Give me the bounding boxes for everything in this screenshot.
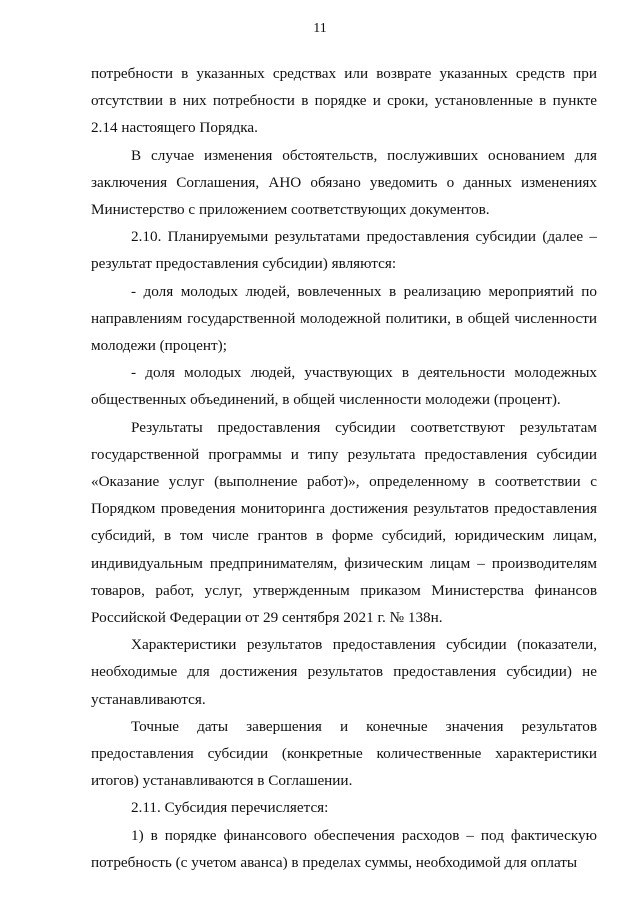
paragraph: Точные даты завершения и конечные значения результатов предоставления субсидии (конкретные количественные характеристики итогов) устанавливаются в Соглашении.: [91, 717, 597, 790]
document-body: [91, 60, 597, 876]
paragraph: потребности в указанных средствах или возврате указанных средств при отсутствии в них потребности в порядке и сроки, установленные в пункте 2.14 настоящего Порядка.: [91, 65, 597, 137]
paragraph: Характеристики результатов предоставления субсидии (показатели, необходимые для достижения результатов предоставления субсидии) не устанавливаются.: [91, 636, 597, 708]
paragraph: 1) в порядке финансового обеспечения расходов – под фактическую потребность (с учетом аванса) в пределах суммы, необходимой для оплаты: [91, 826, 597, 871]
paragraph: Результаты предоставления субсидии соответствуют результатам государственной программы и типу результата предоставления субсидии «Оказание услуг (выполнение работ)», определенному в соответствии с Порядком проведения мониторинга достижения результатов предоставления субсидий, в том числе грантов в форме субсидий, юридическим лицам, индивидуальным предпринимателям, физическим лицам – производителям товаров, работ, услуг, утвержденным приказом Министерства финансов Российской Федерации от 29 сентября 2021 г. № 138н.: [91, 418, 597, 627]
list-item: - доля молодых людей, участвующих в деятельности молодежных общественных объединений, в общей численности молодежи (процент).: [91, 364, 597, 409]
paragraph: 2.11. Субсидия перечисляется:: [131, 799, 329, 817]
page-number: 11: [313, 21, 327, 36]
paragraph: В случае изменения обстоятельств, послуживших основанием для заключения Соглашения, АНО обязано уведомить о данных изменениях Министерство с приложением соответствующих документов.: [91, 146, 597, 219]
paragraph: 2.10. Планируемыми результатами предоставления субсидии (далее – результат предоставления субсидии) являются:: [91, 228, 597, 273]
list-item: - доля молодых людей, вовлеченных в реализацию мероприятий по направлениям государственной молодежной политики, в общей численности молодежи (процент);: [91, 282, 597, 355]
